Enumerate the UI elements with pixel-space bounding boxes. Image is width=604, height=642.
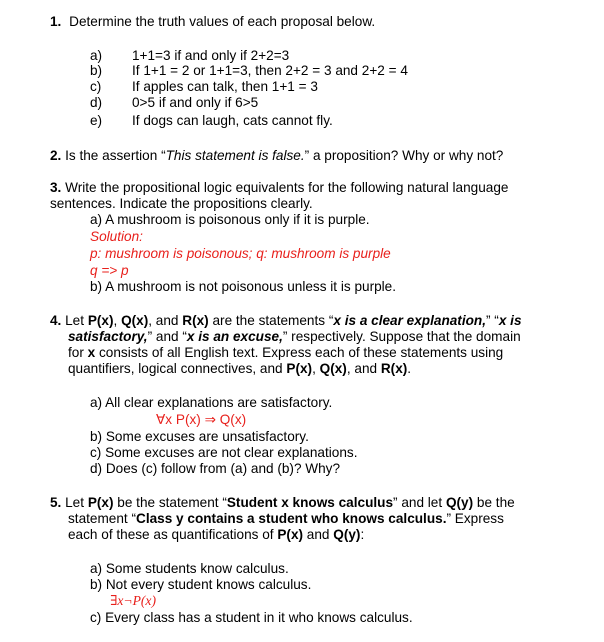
q5-statement-1: Student x knows calculus bbox=[226, 495, 394, 510]
q1-text: Determine the truth values of each proposal below. bbox=[69, 14, 376, 29]
q2-number: 2. bbox=[50, 148, 62, 163]
q5-text: each of these as quantifications of bbox=[68, 527, 278, 542]
q5-line3 bbox=[68, 527, 364, 543]
q4-item: a) All clear explanations are satisfactory. bbox=[90, 395, 333, 410]
q3-solution-formula: q => p bbox=[90, 263, 129, 278]
q3-item-b: b) A mushroom is not poisonous unless it is purple. bbox=[90, 279, 397, 294]
q3-solution-label: Solution: bbox=[90, 229, 143, 244]
q5-line2 bbox=[68, 511, 504, 527]
q4-text: for bbox=[68, 345, 88, 360]
q4-x: x bbox=[87, 345, 96, 360]
q4-rx: R(x) bbox=[182, 313, 209, 328]
q5-text: and bbox=[303, 527, 334, 542]
q5-number: 5. bbox=[50, 495, 62, 510]
q4-qx: Q(x) bbox=[121, 313, 149, 328]
q2-quote: This statement is false. bbox=[165, 148, 305, 163]
q4-qx: Q(x) bbox=[319, 361, 347, 376]
q4-text: , and bbox=[346, 361, 381, 376]
q1-item-label: c) bbox=[90, 79, 102, 94]
q1-item-text: If dogs can laugh, cats cannot fly. bbox=[132, 113, 333, 128]
q4-text: , bbox=[113, 313, 122, 328]
q1-item-label: d) bbox=[90, 95, 103, 110]
q4-line3 bbox=[68, 345, 503, 361]
q4-item: d) Does (c) follow from (a) and (b)? Why? bbox=[90, 461, 341, 476]
q2-pre: Is the assertion “ bbox=[65, 148, 166, 163]
q4-line2 bbox=[68, 329, 521, 345]
q2-post: ” a proposition? Why or why not? bbox=[304, 148, 504, 163]
q4-statement-2b: satisfactory, bbox=[68, 329, 148, 344]
q4-line1 bbox=[50, 313, 522, 329]
q4-number: 4. bbox=[50, 313, 62, 328]
q5-text: be the bbox=[473, 495, 515, 510]
q1-number: 1. bbox=[50, 14, 62, 29]
q1-item-label: e) bbox=[90, 113, 103, 128]
q3-number: 3. bbox=[50, 180, 62, 195]
q1-line bbox=[50, 14, 375, 30]
q4-item: b) Some excuses are unsatisfactory. bbox=[90, 429, 309, 444]
q3-line bbox=[50, 180, 508, 196]
q3-item-a: a) A mushroom is poisonous only if it is purple. bbox=[90, 212, 370, 227]
q4-px: P(x) bbox=[286, 361, 313, 376]
q5-text: ” and let bbox=[393, 495, 446, 510]
q4-text: ” respectively. Suppose that the domain bbox=[282, 329, 521, 344]
q4-line4 bbox=[68, 361, 411, 377]
q3-solution-props: p: mushroom is poisonous; q: mushroom is purple bbox=[90, 246, 391, 261]
q5-px: P(x) bbox=[87, 495, 114, 510]
q4-statement-3: x is an excuse, bbox=[186, 329, 283, 344]
q4-text: , bbox=[312, 361, 320, 376]
q2-line bbox=[50, 148, 503, 164]
q4-text: Let bbox=[65, 313, 88, 328]
q5-qy: Q(y) bbox=[445, 495, 474, 510]
q4-answer-a: ∀x P(x) ⇒ Q(x) bbox=[156, 412, 247, 427]
q5-item: a) Some students know calculus. bbox=[90, 561, 289, 576]
q3-line1: Write the propositional logic equivalents for the following natural language bbox=[65, 180, 509, 195]
q4-rx: R(x) bbox=[380, 361, 408, 376]
q3-line2: sentences. Indicate the propositions clearly. bbox=[50, 196, 313, 211]
q5-statement-2: Class y contains a student who knows calculus. bbox=[136, 511, 447, 526]
q5-line1 bbox=[50, 495, 515, 511]
q5-text: ” Express bbox=[446, 511, 504, 526]
q1-item-label: b) bbox=[90, 63, 103, 78]
q5-item: b) Not every student knows calculus. bbox=[90, 577, 312, 592]
q5-text: statement “ bbox=[68, 511, 136, 526]
q4-text: are the statements “ bbox=[208, 313, 334, 328]
q5-px: P(x) bbox=[277, 527, 304, 542]
q5-item: c) Every class has a student in it who knows calculus. bbox=[90, 610, 413, 625]
q4-px: P(x) bbox=[87, 313, 114, 328]
q4-statement-1: x is a clear explanation, bbox=[333, 313, 486, 328]
q1-item-label: a) bbox=[90, 48, 103, 63]
q1-item-text: 0>5 if and only if 6>5 bbox=[132, 95, 259, 110]
q4-statement-2a: x is bbox=[498, 313, 522, 328]
q4-text: ” “ bbox=[486, 313, 499, 328]
q4-item: c) Some excuses are not clear explanations. bbox=[90, 445, 358, 460]
q5-qy: Q(y) bbox=[333, 527, 361, 542]
q5-text: : bbox=[360, 527, 365, 542]
q4-text: quantifiers, logical connectives, and bbox=[68, 361, 287, 376]
q1-item-text: If apples can talk, then 1+1 = 3 bbox=[132, 79, 318, 94]
q5-answer-b: ∃x¬P(x) bbox=[110, 593, 156, 608]
q4-text: ” and “ bbox=[147, 329, 187, 344]
q4-text: . bbox=[407, 361, 412, 376]
q4-text: consists of all English text. Express each of these statements using bbox=[95, 345, 504, 360]
q1-item-text: 1+1=3 if and only if 2+2=3 bbox=[132, 48, 290, 63]
q5-text: be the statement “ bbox=[113, 495, 227, 510]
q5-text: Let bbox=[65, 495, 88, 510]
q4-text: , and bbox=[148, 313, 183, 328]
q1-item-text: If 1+1 = 2 or 1+1=3, then 2+2 = 3 and 2+2 = 4 bbox=[132, 63, 408, 78]
